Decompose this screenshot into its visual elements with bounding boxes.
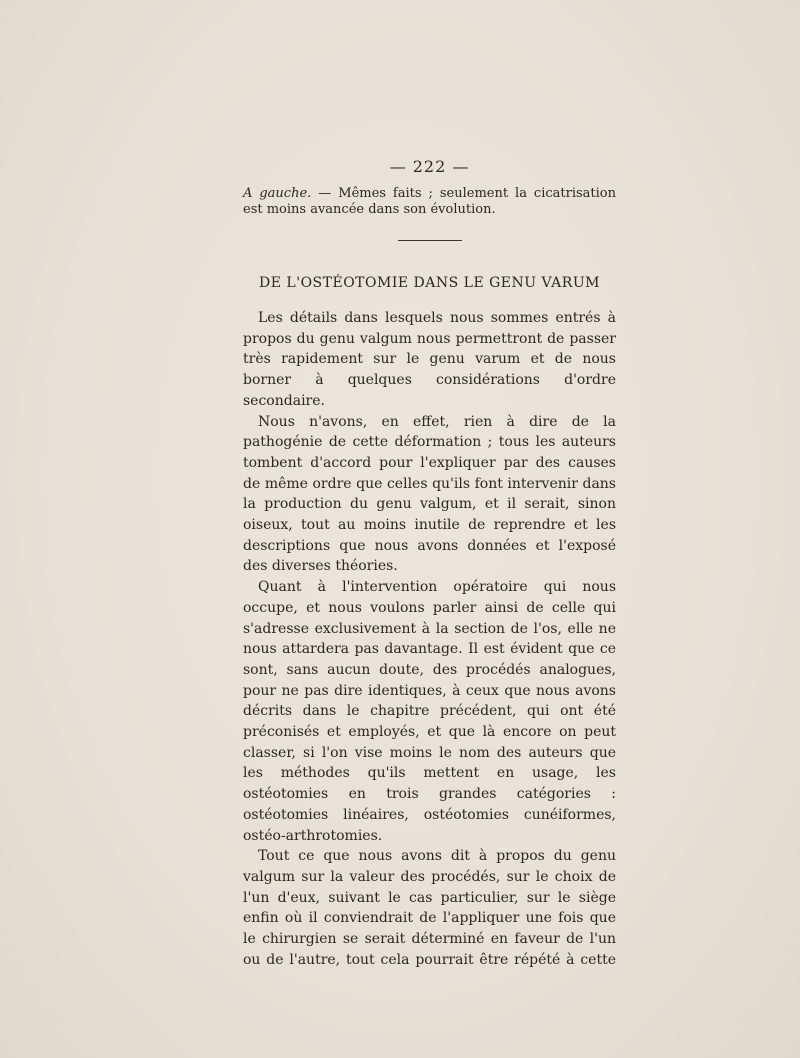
section-divider bbox=[398, 240, 462, 241]
section-title: DE L'OSTÉOTOMIE DANS LE GENU VARUM bbox=[259, 275, 600, 291]
intro-label: A gauche. bbox=[243, 186, 312, 201]
paragraph: Les détails dans lesquels nous sommes entrés à propos du genu valgum nous permettront de passer très rapidement sur le genu varum et de nous borner à quelques considérations d'ordre secondaire. bbox=[243, 310, 616, 409]
paragraph: Nous n'avons, en effet, rien à dire de la pathogénie de cette déformation ; tous les auteurs tombent d'accord pour l'expliquer par des causes de même ordre que celles qu'ils font intervenir dans la production du genu valgum, et il serait, sinon oiseux, tout au moins inutile de reprendre et les descriptions que nous avons données et l'exposé des diverses théories. bbox=[243, 413, 616, 575]
page-number: — 222 — bbox=[389, 157, 470, 176]
body-text bbox=[243, 308, 616, 971]
paragraph: Quant à l'intervention opératoire qui nous occupe, et nous voulons parler ainsi de celle qui s'adresse exclusivement à la section de l'os, elle ne nous attardera pas davantage. Il est évident que ce sont, sans aucun doute, des procédés analogues, pour ne pas dire identiques, à ceux que nous avons décrits dans le chapitre précédent, qui ont été préconisés et employés, et que là encore on peut classer, si l'on vise moins le nom des auteurs que les méthodes qu'ils mettent en usage, les ostéotomies en trois grandes catégories : ostéotomies linéaires, ostéotomies cunéiformes, ostéo-arthrotomies. bbox=[243, 579, 616, 844]
intro-text: — Mêmes faits ; seulement la cicatrisation est moins avancée dans son évolution. bbox=[243, 186, 616, 217]
paragraph: Tout ce que nous avons dit à propos du genu valgum sur la valeur des procédés, sur le choix de l'un d'eux, suivant le cas particulier, sur le siège enfin où il conviendrait de l'appliquer une fois que le chirurgien se serait déterminé en faveur de l'un ou de l'autre, tout cela pourrait être répété à cette bbox=[243, 848, 616, 968]
intro-note bbox=[243, 186, 616, 218]
